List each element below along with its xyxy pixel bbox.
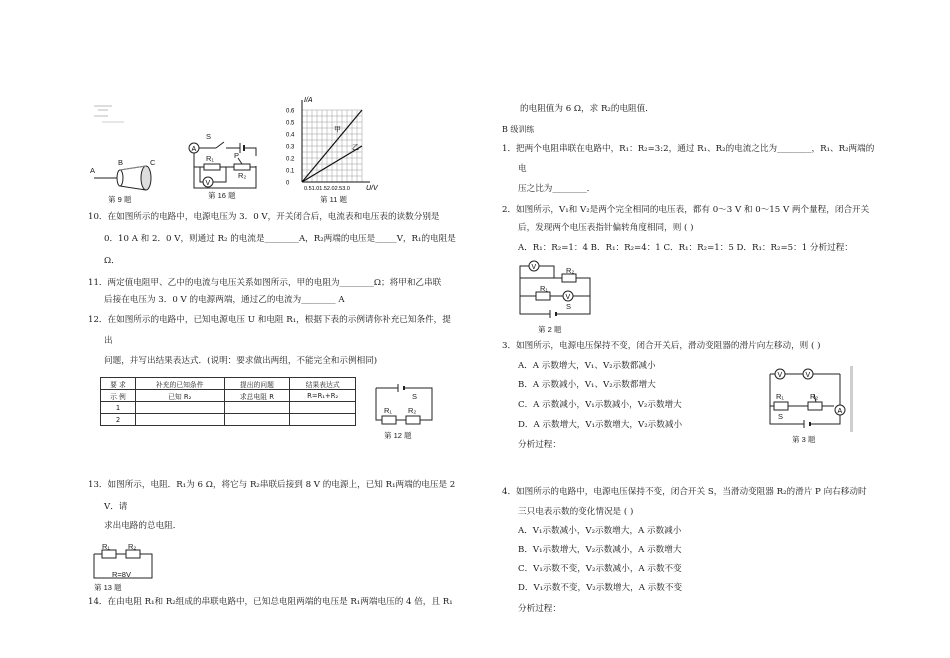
q11-line1: 11．两定值电阻甲、乙中的电流与电压关系如图所示，甲的电阻为________Ω；将甲和乙串联 bbox=[88, 278, 442, 288]
fig13-label-r1: R₁ bbox=[102, 542, 110, 551]
table-header-cell: 结果表达式 bbox=[290, 378, 356, 390]
figb3-label-r2: R₂ bbox=[810, 392, 819, 401]
figb3-caption: 第 3 题 bbox=[792, 435, 816, 444]
figure-b2-drawing bbox=[514, 256, 598, 322]
figure-16 bbox=[186, 126, 272, 206]
b4-analysis: 分析过程： bbox=[518, 604, 561, 614]
svg-text:V: V bbox=[777, 372, 783, 379]
b3-analysis: 分析过程： bbox=[518, 440, 561, 450]
fig12-label-r2: R₂ bbox=[408, 406, 417, 415]
q10-line3: Ω． bbox=[104, 256, 120, 266]
q10-line2: 0．10 A 和 2．0 V，则通过 R₂ 的电流是________A，R₂两端的电压是_____V，R₁的电阻是 bbox=[104, 234, 456, 244]
q12-line2: 出 bbox=[104, 336, 113, 346]
y-tick-label: 0 bbox=[286, 180, 290, 187]
figb3-label-r1: R₁ bbox=[776, 392, 784, 401]
q13-line1: 13．如图所示，电阻．R₁为 6 Ω，将它与 R₂串联后接到 8 V 的电源上，已知 R₁两端的电压是 2 bbox=[88, 480, 456, 490]
b3-option-c: C．A 示数减小，V₁示数减小，V₂示数增大 bbox=[518, 400, 682, 410]
series-label-yi: 乙 bbox=[352, 144, 359, 152]
table-header-cell: 提出的问题 bbox=[224, 378, 290, 390]
fig9-caption: 第 9 题 bbox=[108, 195, 132, 204]
table-row bbox=[101, 414, 356, 426]
b4-option-a: A．V₁示数减小，V₂示数增大，A 示数减小 bbox=[518, 526, 682, 536]
table-cell bbox=[224, 414, 290, 426]
table-cell bbox=[290, 414, 356, 426]
fig11-caption: 第 11 题 bbox=[320, 195, 347, 204]
q12-line3: 问题，并写出结果表达式．(说明：要求做出两组，不能完全和示例相同) bbox=[104, 356, 378, 366]
figure-16-drawing bbox=[186, 126, 272, 196]
fig9-label-b: B bbox=[118, 158, 124, 167]
svg-text:A: A bbox=[191, 146, 197, 153]
table-header-row bbox=[101, 378, 356, 390]
fig16-label-p: P bbox=[234, 151, 240, 160]
series-label-jia: 甲 bbox=[334, 126, 341, 134]
fig16-label-r2: R₂ bbox=[238, 171, 247, 180]
fig13-caption: 第 13 题 bbox=[94, 583, 122, 592]
fig12-label-r1: R₁ bbox=[384, 406, 392, 415]
table-row bbox=[101, 390, 356, 402]
table-header-cell: 补充的已知条件 bbox=[135, 378, 224, 390]
figb3-label-s: S bbox=[778, 412, 784, 421]
q10-line1: 10．在如图所示的电路中，电源电压为 3．0 V，开关闭合后，电流表和电压表的读数分别是 bbox=[88, 212, 440, 222]
b2-line2: 后，发现两个电压表指针偏转角度相同，则 ( ) bbox=[518, 223, 694, 233]
b3-option-b: B．A 示数减小，V₁、V₂示数都增大 bbox=[518, 380, 656, 390]
figure-9 bbox=[88, 96, 168, 206]
table-cell bbox=[290, 402, 356, 414]
b3-option-d: D．A 示数增大，V₁示数增大，V₂示数减小 bbox=[518, 420, 683, 430]
table-cell bbox=[135, 402, 224, 414]
figb2-label-r1: R₁ bbox=[540, 284, 548, 293]
q14-line1: 14．在由电阻 R₁和 R₂组成的串联电路中，已知总电阻两端的电压是 R₁两端电压的 4 倍，且 R₁ bbox=[88, 597, 453, 607]
table-cell: 示 例 bbox=[101, 390, 136, 402]
q13-line3: 求出电路的总电阻． bbox=[104, 521, 182, 531]
figure-9-drawing bbox=[88, 96, 168, 206]
fig12-caption: 第 12 题 bbox=[384, 431, 412, 440]
figb2-caption: 第 2 题 bbox=[538, 325, 562, 334]
table-row bbox=[101, 402, 356, 414]
b4-option-b: B．V₁示数增大，V₂示数减小，A 示数增大 bbox=[518, 545, 682, 555]
fig16-label-s: S bbox=[206, 132, 212, 141]
figure-12 bbox=[370, 382, 440, 442]
table-cell: 1 bbox=[101, 402, 136, 414]
y-tick-label: 0.5 bbox=[286, 120, 295, 127]
b2-options: A．R₁：R₂=1：4 B．R₁：R₂=4：1 C．R₁：R₂=1：5 D．R₁：R₂=5：1 分析过程： bbox=[518, 243, 853, 253]
figb2-label-s: S bbox=[566, 302, 572, 311]
svg-text:V: V bbox=[531, 264, 537, 271]
iv-chart bbox=[284, 96, 384, 196]
figb2-label-r2: R₂ bbox=[566, 266, 575, 275]
b3-option-a: A．A 示数增大，V₁、V₂示数都减小 bbox=[518, 361, 656, 371]
figure-13 bbox=[90, 542, 160, 594]
x-tick-labels: 0.51.01.52.02.53.0 bbox=[304, 186, 350, 192]
q13-line2: V．请 bbox=[104, 502, 128, 512]
b-section-title: B 级训练 bbox=[502, 125, 535, 134]
b1-line2: 电 bbox=[518, 164, 527, 174]
y-axis-label: I/A bbox=[304, 97, 313, 104]
svg-text:V: V bbox=[565, 294, 571, 301]
fig9-label-a: A bbox=[90, 166, 96, 175]
b1-line1: 1．把两个电阻串联在电路中，R₁：R₂=3:2，通过 R₁、R₂的电流之比为________，R₁、R₂两端的 bbox=[502, 144, 875, 154]
table-cell: 2 bbox=[101, 414, 136, 426]
table-cell: 已知 R₂ bbox=[135, 390, 224, 402]
figure-b2 bbox=[514, 256, 598, 336]
table-cell bbox=[224, 402, 290, 414]
table-cell: R=R₁+R₂ bbox=[290, 390, 356, 402]
b3-line1: 3．如图所示，电源电压保持不变，闭合开关后，滑动变阻器的滑片向左移动，则 ( ) bbox=[502, 341, 821, 351]
fig13-label-u: R=8V bbox=[112, 570, 131, 579]
svg-text:V: V bbox=[805, 372, 811, 379]
svg-text:A: A bbox=[837, 408, 843, 415]
fig16-caption: 第 16 题 bbox=[208, 191, 236, 200]
b4-option-d: D．V₁示数不变，V₂示数增大，A 示数不变 bbox=[518, 583, 683, 593]
y-tick-label: 0.3 bbox=[286, 144, 295, 151]
figure-12-drawing bbox=[370, 382, 440, 430]
q12-line1: 12．在如图所示的电路中，已知电源电压 U 和电阻 R₁，根据下表的示例请你补充已知条件，提 bbox=[88, 315, 451, 325]
b4-line1: 4．如图所示的电路中，电源电压保持不变，闭合开关 S，当滑动变阻器 R₂的滑片 P 向右移动时 bbox=[502, 487, 867, 497]
svg-text:V: V bbox=[205, 180, 211, 187]
fig16-label-r1: R₁ bbox=[206, 154, 214, 163]
b1-line3: 压之比为________． bbox=[518, 184, 596, 194]
y-tick-label: 0.2 bbox=[286, 156, 295, 163]
figure-b3 bbox=[764, 364, 854, 446]
fig9-label-c: C bbox=[150, 158, 156, 167]
b4-line2: 三只电表示数的变化情况是 ( ) bbox=[518, 507, 634, 517]
table-cell: 求总电阻 R bbox=[224, 390, 290, 402]
y-tick-label: 0.4 bbox=[286, 132, 295, 139]
b2-line1: 2．如图所示，V₁和 V₂是两个完全相同的电压表，都有 0～3 V 和 0～15 V 两个量程，闭合开关 bbox=[502, 205, 870, 215]
fig12-label-s: S bbox=[412, 392, 418, 401]
figure-11-chart bbox=[284, 96, 384, 206]
y-tick-label: 0.1 bbox=[286, 168, 295, 175]
y-tick-label: 0.6 bbox=[286, 108, 295, 115]
x-axis-label: U/V bbox=[366, 185, 378, 192]
table-cell bbox=[135, 414, 224, 426]
q11-line2: 后接在电压为 3．0 V 的电源两端，通过乙的电流为________ A bbox=[104, 295, 345, 305]
fig13-label-r2: R₂ bbox=[128, 542, 137, 551]
table-header-cell: 要 求 bbox=[101, 378, 136, 390]
q14-continued: 的电阻值为 6 Ω，求 R₂的电阻值． bbox=[520, 104, 654, 114]
b4-option-c: C．V₁示数不变，V₂示数减小，A 示数不变 bbox=[518, 564, 682, 574]
q12-table bbox=[100, 377, 356, 426]
